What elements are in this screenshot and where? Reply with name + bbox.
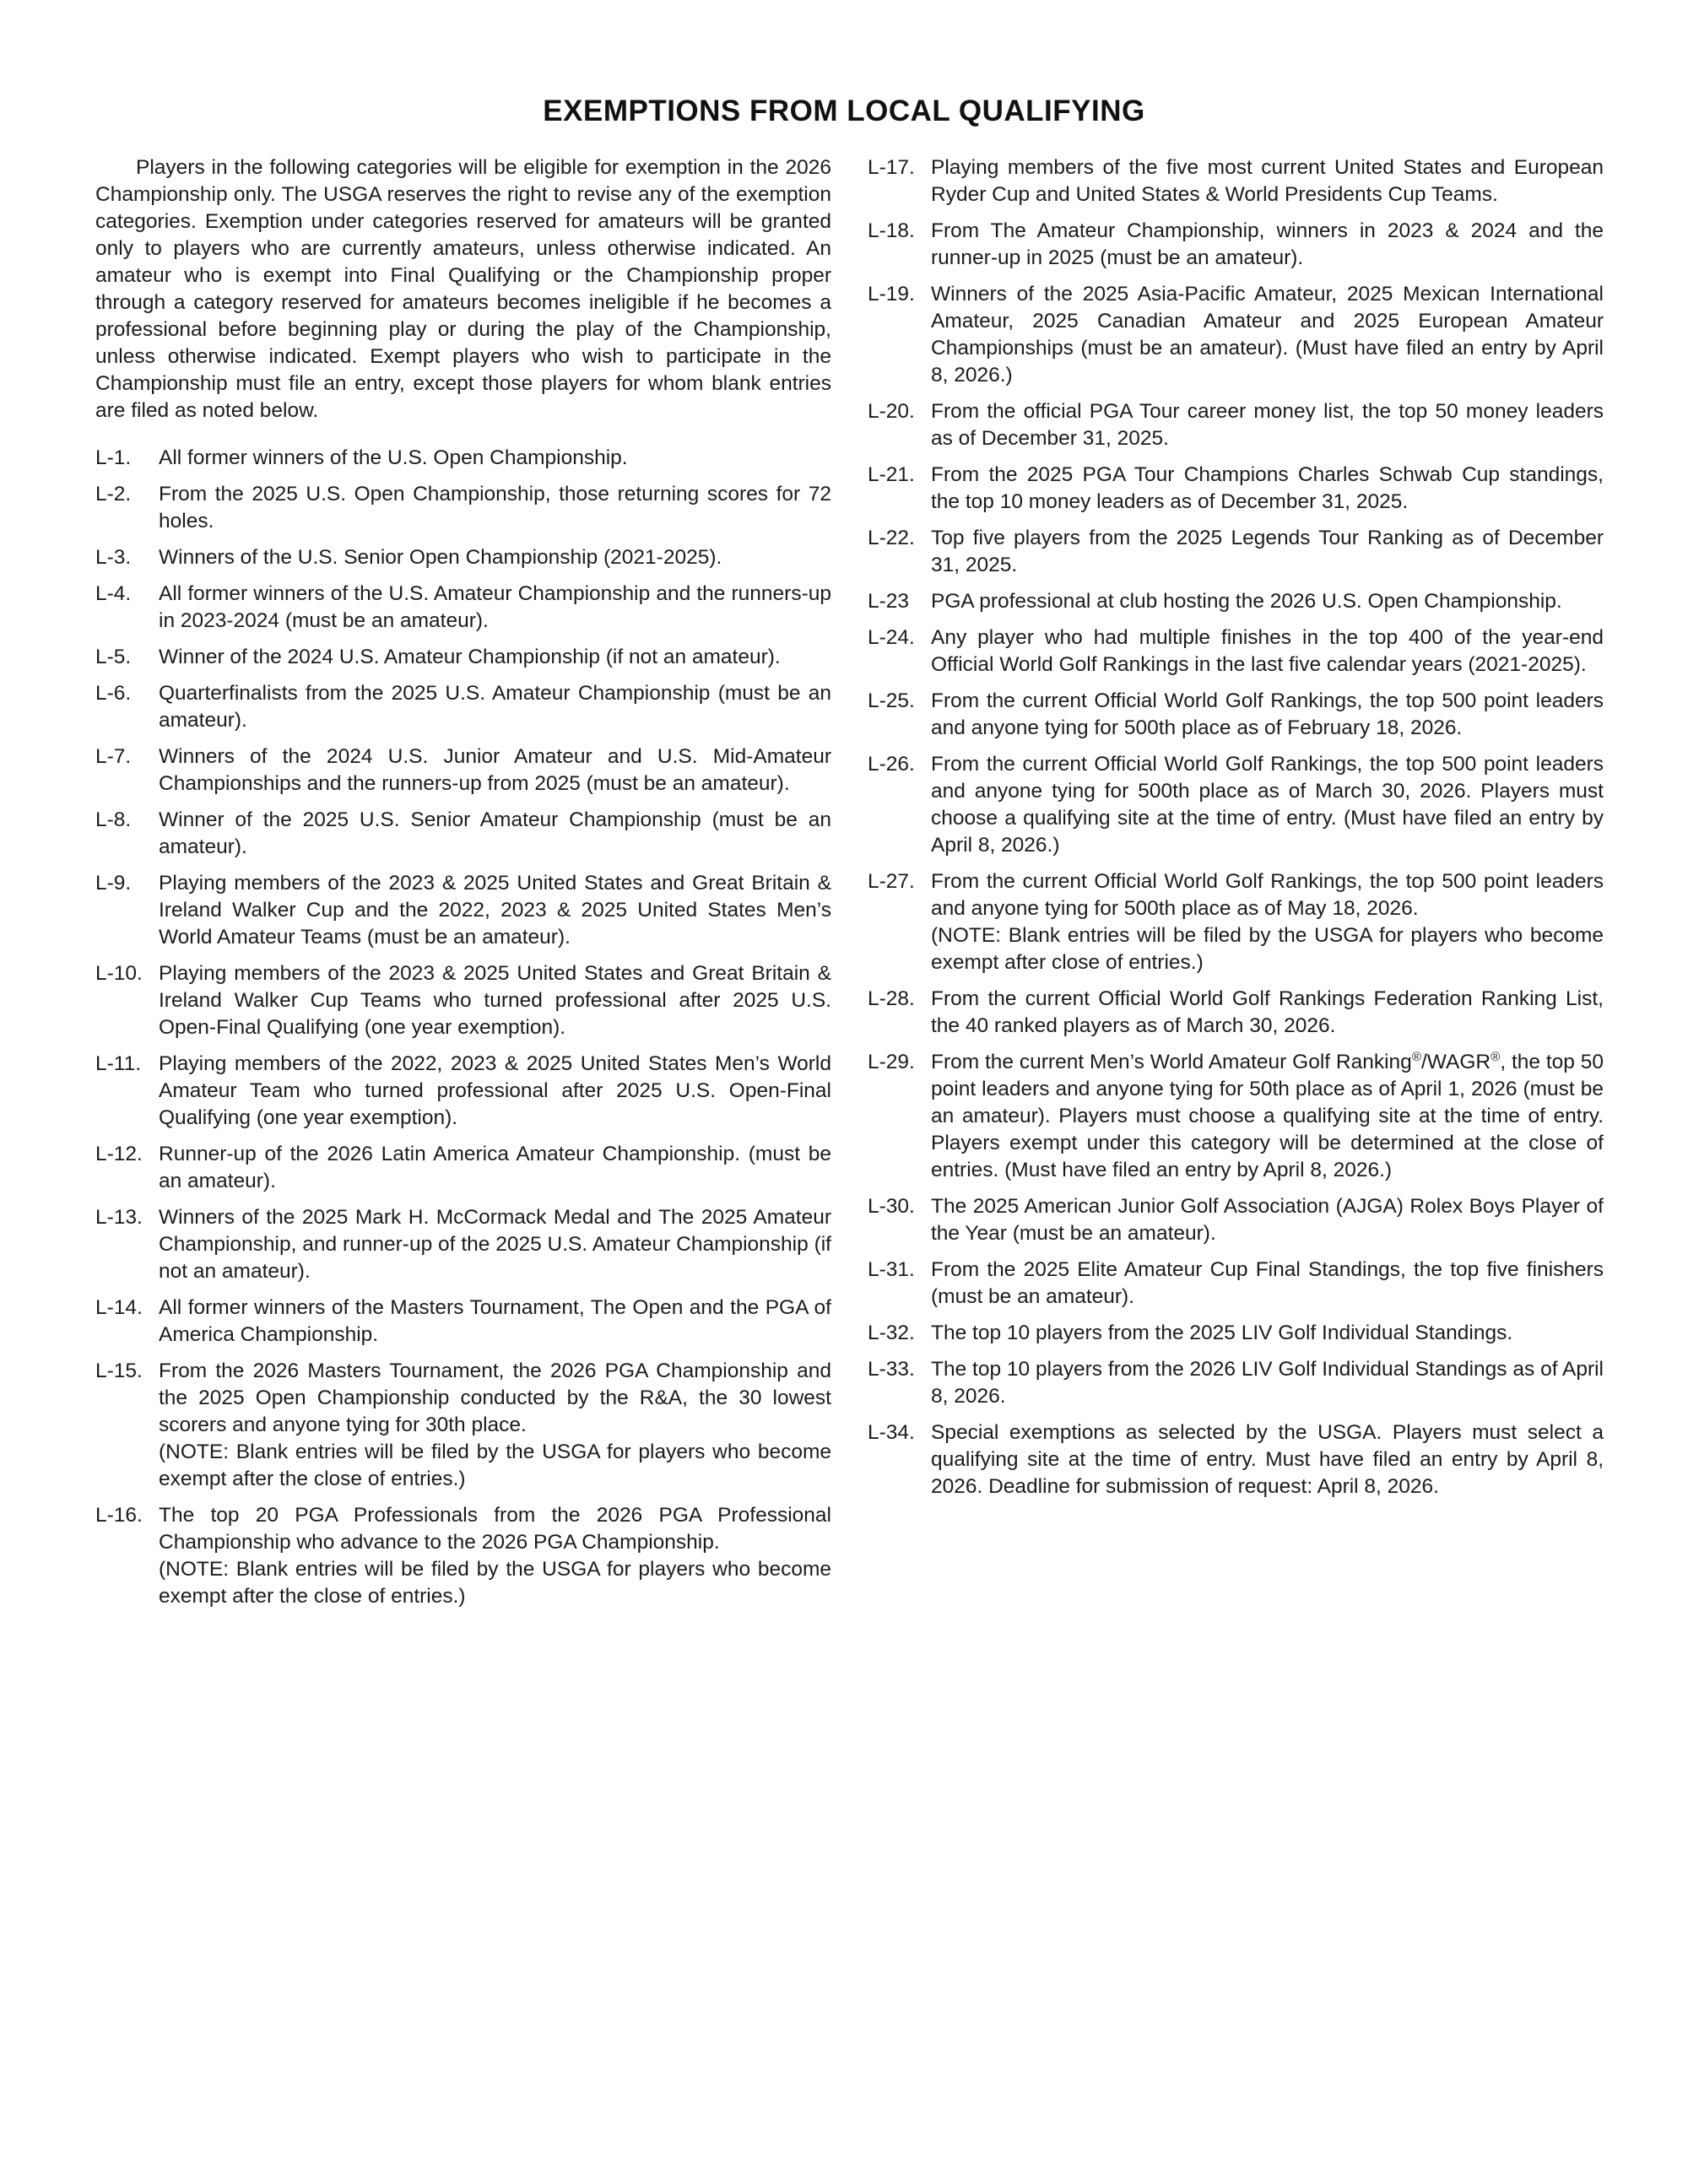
exemption-item [868,462,1604,516]
item-text: From the official PGA Tour career money list, the top 50 money leaders as of December 31, 2025. [931,400,1604,450]
item-label: L-4. [95,582,132,605]
item-text: From the 2026 Masters Tournament, the 2026 PGA Championship and the 2025 Open Championship conducted by the R&A, the 30 lowest scorers and anyone tying for 30th place. [159,1360,831,1436]
registered-trademark-symbol: ® [1491,1049,1501,1064]
item-label: L-11. [95,1052,142,1075]
item-text: Any player who had multiple finishes in the top 400 of the year-end Official World Golf Rankings in the last five calendar years (2021-2025). [931,626,1604,676]
exemption-item [868,751,1604,859]
item-text: The top 10 players from the 2025 LIV Golf Individual Standings. [931,1322,1513,1344]
item-label: L-27. [868,870,915,893]
item-text: Playing members of the 2023 & 2025 United States and Great Britain & Ireland Walker Cup Teams who turned professional after 2025 U.S. Open-Final Qualifying (one year exemption). [159,962,831,1039]
item-label: L-23 [868,590,910,613]
item-text: From the current Men’s World Amateur Golf Ranking®/WAGR®, the top 50 point leaders and anyone tying for 50th place as of April 1, 2026 (must be an amateur). Players must choose a qualifying site at the time of entry. Players exempt under this category will be determined at the close of entries. (Must have filed an entry by April 8, 2026.) [931,1049,1604,1181]
item-label: L-1. [95,446,132,469]
item-text: Quarterfinalists from the 2025 U.S. Amateur Championship (must be an amateur). [159,682,831,732]
item-label: L-12. [95,1143,143,1165]
item-text: The top 20 PGA Professionals from the 2026 PGA Professional Championship who advance to the 2026 PGA Championship. [159,1504,831,1554]
item-note: (NOTE: Blank entries will be filed by the USGA for players who become exempt after the close of entries.) [159,1558,831,1608]
item-label: L-33. [868,1358,915,1381]
item-label: L-31. [868,1258,915,1281]
item-text: Winners of the 2025 Mark H. McCormack Medal and The 2025 Amateur Championship, and runner-up of the 2025 U.S. Amateur Championship (if not an amateur). [159,1206,831,1283]
item-label: L-3. [95,546,132,569]
exemption-item [95,581,831,635]
exemption-item [868,218,1604,272]
item-label: L-34. [868,1421,915,1444]
exemption-item [868,1356,1604,1410]
exemption-item [868,868,1604,976]
exemption-item [95,743,831,797]
item-label: L-7. [95,745,132,768]
item-text: Special exemptions as selected by the USGA. Players must select a qualifying site at the time of entry. Must have filed an entry by April 8, 2026. Deadline for submission of request: April 8, 2026. [931,1421,1604,1498]
right-column [868,154,1604,1510]
item-label: L-13. [95,1206,143,1229]
item-label: L-29. [868,1051,915,1073]
exemption-item [868,1193,1604,1247]
item-label: L-14. [95,1296,143,1319]
item-label: L-25. [868,689,915,712]
exemption-item [95,1295,831,1349]
item-label: L-2. [95,483,132,505]
item-text: Winner of the 2024 U.S. Amateur Championship (if not an amateur). [159,646,781,668]
exemption-item [95,1141,831,1195]
exemption-item [868,154,1604,208]
item-label: L-21. [868,463,915,486]
item-text: From The Amateur Championship, winners in 2023 & 2024 and the runner-up in 2025 (must be an amateur). [931,219,1604,269]
exemption-item [95,481,831,535]
item-text: Runner-up of the 2026 Latin America Amateur Championship. (must be an amateur). [159,1143,831,1192]
item-text: The 2025 American Junior Golf Association (AJGA) Rolex Boys Player of the Year (must be an amateur). [931,1195,1604,1245]
item-text: All former winners of the U.S. Amateur Championship and the runners-up in 2023-2024 (must be an amateur). [159,582,831,632]
item-label: L-10. [95,962,143,985]
item-text: Playing members of the 2022, 2023 & 2025 United States Men’s World Amateur Team who turned professional after 2025 U.S. Open-Final Qualifying (one year exemption). [159,1052,831,1129]
exemption-item [868,588,1604,615]
item-text: Top five players from the 2025 Legends Tour Ranking as of December 31, 2025. [931,527,1604,576]
left-column [95,154,831,1619]
item-text: PGA professional at club hosting the 2026 U.S. Open Championship. [931,590,1562,613]
item-label: L-19. [868,283,915,305]
item-note: (NOTE: Blank entries will be filed by the USGA for players who become exempt after close of entries.) [931,924,1604,974]
item-text: From the 2025 PGA Tour Champions Charles Schwab Cup standings, the top 10 money leaders as of December 31, 2025. [931,463,1604,513]
item-label: L-5. [95,646,132,668]
item-text: Playing members of the five most current United States and European Ryder Cup and United States & World Presidents Cup Teams. [931,156,1604,206]
exemption-item [868,281,1604,389]
item-label: L-26. [868,753,915,776]
intro-paragraph: Players in the following categories will be eligible for exemption in the 2026 Championship only. The USGA reserves the right to revise any of the exemption categories. Exemption under categories reserved for amateurs will be granted only to players who are currently amateurs, unless otherwise indicated. An amateur who is exempt into Final Qualifying or the Championship proper through a category reserved for amateurs becomes ineligible if he becomes a professional before beginning play or during the play of the Championship, unless otherwise indicated. Exempt players who wish to participate in the Championship must file an entry, except those players for whom blank entries are filed as noted below. [95,156,831,422]
item-label: L-30. [868,1195,915,1218]
item-text: The top 10 players from the 2026 LIV Golf Individual Standings as of April 8, 2026. [931,1358,1604,1408]
exemption-item [95,1204,831,1285]
item-label: L-16. [95,1504,143,1527]
exemption-item [868,1049,1604,1184]
item-label: L-9. [95,872,132,895]
exemption-item [868,525,1604,579]
exemption-item [95,807,831,861]
exemption-item [868,1320,1604,1347]
exemption-item [95,680,831,734]
item-text: From the current Official World Golf Rankings, the top 500 point leaders and anyone tying for 500th place as of May 18, 2026. [931,870,1604,920]
item-text: From the current Official World Golf Rankings Federation Ranking List, the 40 ranked players as of March 30, 2026. [931,987,1604,1037]
exemption-item [868,624,1604,678]
item-text: Winners of the 2025 Asia-Pacific Amateur, 2025 Mexican International Amateur, 2025 Canadian Amateur and 2025 European Amateur Championships (must be an amateur). (Must have filed an entry by April 8, 2026.) [931,283,1604,387]
exemption-item [95,870,831,951]
item-text: From the current Official World Golf Rankings, the top 500 point leaders and anyone tying for 500th place as of March 30, 2026. Players must choose a qualifying site at the time of entry. (Must have filed an entry by April 8, 2026.) [931,753,1604,857]
exemption-item [868,398,1604,452]
exemption-item [95,1051,831,1132]
item-label: L-20. [868,400,915,423]
item-label: L-17. [868,156,915,179]
page-title: EXEMPTIONS FROM LOCAL QUALIFYING [543,95,1145,127]
exemption-item [95,544,831,571]
item-text: Winner of the 2025 U.S. Senior Amateur Championship (must be an amateur). [159,808,831,858]
exemption-item [868,1419,1604,1500]
exemption-item [95,644,831,671]
exemption-item [868,1257,1604,1311]
exemption-item [868,986,1604,1040]
item-text: Winners of the U.S. Senior Open Championship (2021-2025). [159,546,722,569]
exemption-item [95,960,831,1041]
exemption-item [95,1502,831,1610]
exemption-item [868,688,1604,742]
left-exemption-list [95,445,831,1610]
exemption-item [95,445,831,472]
item-label: L-18. [868,219,915,242]
item-note: (NOTE: Blank entries will be filed by the USGA for players who become exempt after the close of entries.) [159,1441,831,1490]
exemption-item [95,1358,831,1493]
item-label: L-32. [868,1322,915,1344]
item-text: All former winners of the U.S. Open Championship. [159,446,628,469]
registered-trademark-symbol: ® [1411,1049,1421,1064]
item-text: All former winners of the Masters Tournament, The Open and the PGA of America Championship. [159,1296,831,1346]
item-label: L-22. [868,527,915,549]
item-text: From the 2025 Elite Amateur Cup Final Standings, the top five finishers (must be an amateur). [931,1258,1604,1308]
item-text: Winners of the 2024 U.S. Junior Amateur and U.S. Mid-Amateur Championships and the runners-up from 2025 (must be an amateur). [159,745,831,795]
item-text: From the current Official World Golf Rankings, the top 500 point leaders and anyone tying for 500th place as of February 18, 2026. [931,689,1604,739]
item-label: L-8. [95,808,132,831]
right-exemption-list [868,154,1604,1500]
item-label: L-28. [868,987,915,1010]
item-text: From the 2025 U.S. Open Championship, those returning scores for 72 holes. [159,483,831,532]
item-label: L-15. [95,1360,143,1382]
item-label: L-24. [868,626,915,649]
item-text: Playing members of the 2023 & 2025 United States and Great Britain & Ireland Walker Cup and the 2022, 2023 & 2025 United States Men’s World Amateur Teams (must be an amateur). [159,872,831,949]
item-label: L-6. [95,682,132,705]
